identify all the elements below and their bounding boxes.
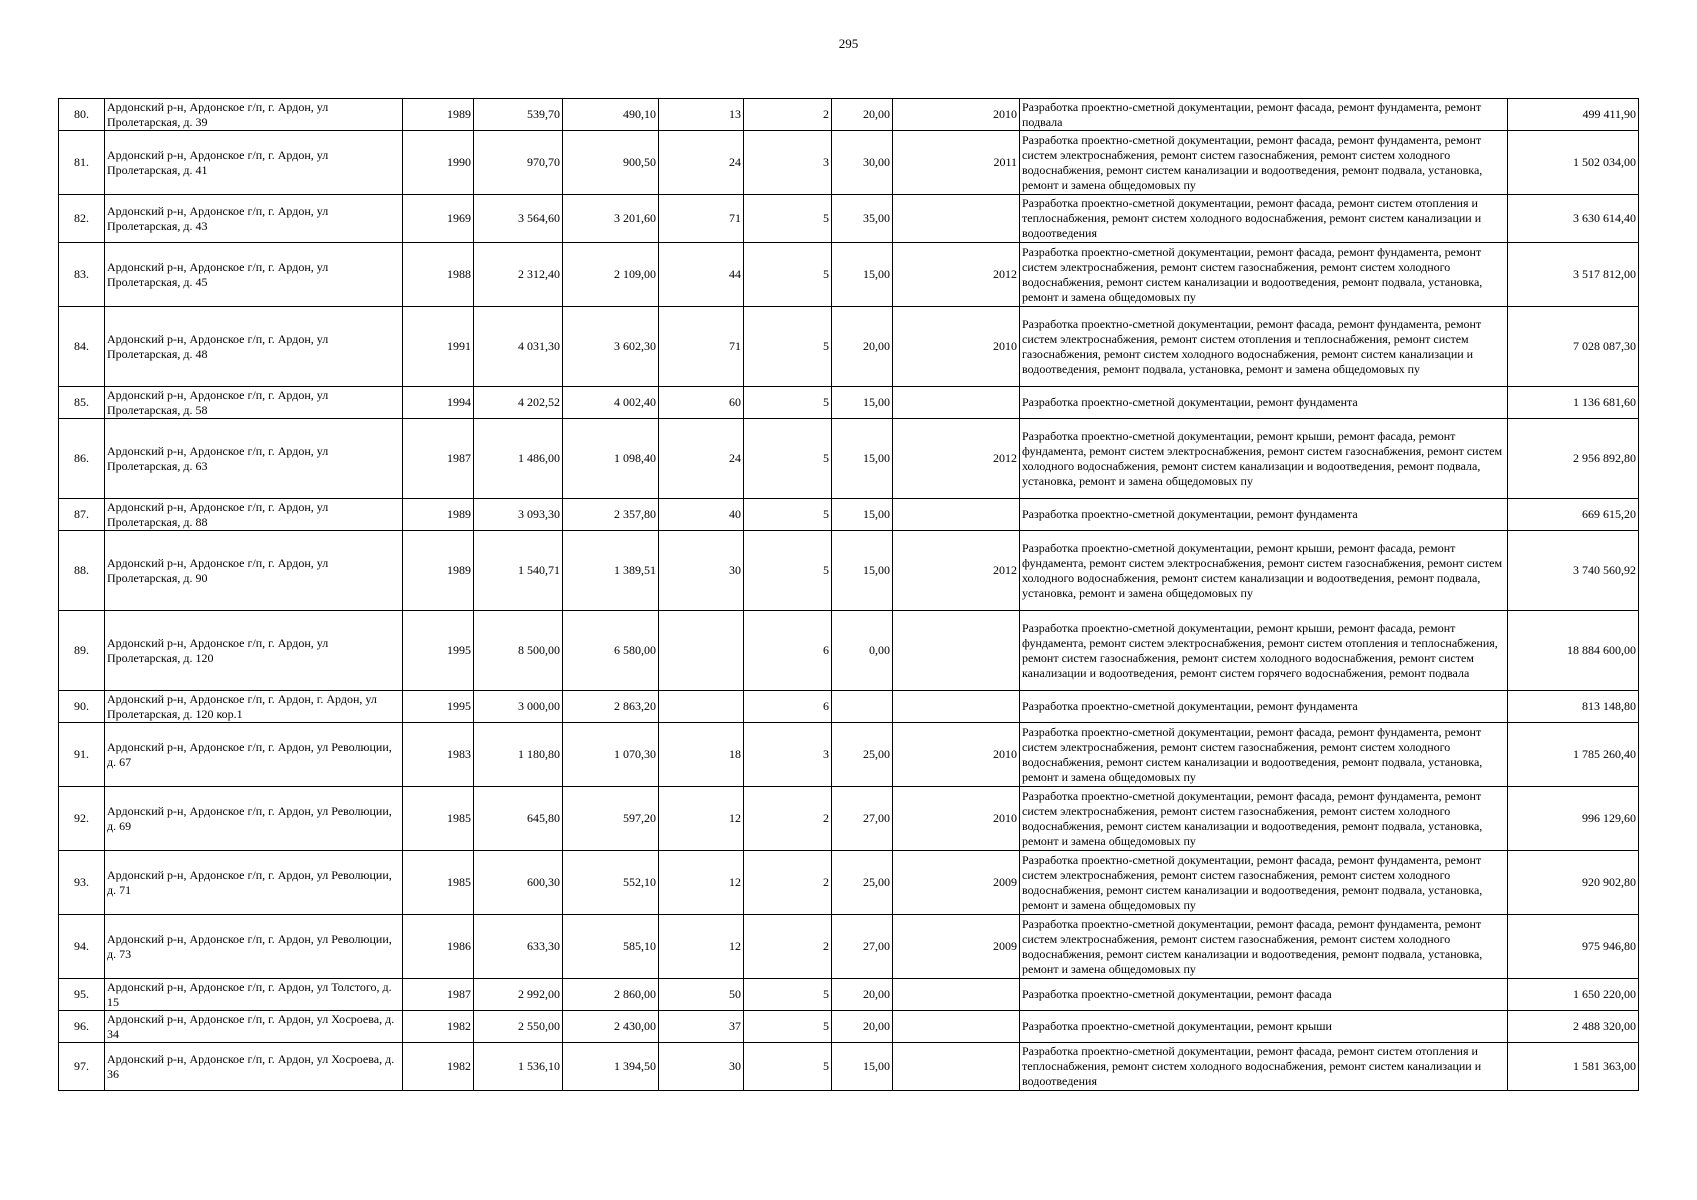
table-row	[59, 787, 1639, 851]
wear-percent-cell: 15,00	[832, 243, 893, 307]
wear-percent-cell: 15,00	[832, 419, 893, 499]
total-area-cell: 2 312,40	[474, 243, 563, 307]
works-description-cell: Разработка проектно-сметной документации, ремонт фасада, ремонт фундамента, ремонт систем электроснабжения, ремонт систем газоснабжения, ремонт систем холодного водоснабжения, ремонт систем канализации и водоотведения, ремонт подвала, установка, ремонт и замена общедомовых пу	[1020, 851, 1508, 915]
row-number-cell: 94.	[59, 915, 105, 979]
cost-cell: 1 650 220,00	[1508, 979, 1639, 1011]
row-number-cell: 84.	[59, 307, 105, 387]
cost-cell: 1 785 260,40	[1508, 723, 1639, 787]
repair-year-cell: 2010	[893, 99, 1020, 131]
works-description-cell: Разработка проектно-сметной документации, ремонт фасада, ремонт фундамента, ремонт подвала	[1020, 99, 1508, 131]
works-description-cell: Разработка проектно-сметной документации, ремонт фасада, ремонт фундамента, ремонт систем электроснабжения, ремонт систем газоснабжения, ремонт систем холодного водоснабжения, ремонт систем канализации и водоотведения, ремонт подвала, установка, ремонт и замена общедомовых пу	[1020, 915, 1508, 979]
wear-percent-cell: 30,00	[832, 131, 893, 195]
residents-cell: 44	[659, 243, 744, 307]
total-area-cell: 539,70	[474, 99, 563, 131]
build-year-cell: 1986	[403, 915, 474, 979]
living-area-cell: 6 580,00	[563, 611, 659, 691]
build-year-cell: 1995	[403, 691, 474, 723]
residents-cell: 30	[659, 531, 744, 611]
floors-cell: 2	[744, 915, 832, 979]
cost-cell: 1 136 681,60	[1508, 387, 1639, 419]
total-area-cell: 1 540,71	[474, 531, 563, 611]
repair-year-cell: 2010	[893, 787, 1020, 851]
repair-year-cell	[893, 979, 1020, 1011]
total-area-cell: 1 180,80	[474, 723, 563, 787]
wear-percent-cell: 0,00	[832, 611, 893, 691]
works-description-cell: Разработка проектно-сметной документации, ремонт фундамента	[1020, 691, 1508, 723]
floors-cell: 5	[744, 531, 832, 611]
floors-cell: 5	[744, 419, 832, 499]
build-year-cell: 1987	[403, 419, 474, 499]
row-number-cell: 97.	[59, 1043, 105, 1091]
repair-year-cell: 2012	[893, 243, 1020, 307]
build-year-cell: 1985	[403, 787, 474, 851]
cost-cell: 669 615,20	[1508, 499, 1639, 531]
floors-cell: 5	[744, 195, 832, 243]
residents-cell: 71	[659, 307, 744, 387]
table-row	[59, 243, 1639, 307]
repair-year-cell: 2009	[893, 915, 1020, 979]
build-year-cell: 1988	[403, 243, 474, 307]
address-cell: Ардонский р-н, Ардонское г/п, г. Ардон, г. Ардон, ул Пролетарская, д. 120 кор.1	[105, 691, 403, 723]
cost-cell: 2 956 892,80	[1508, 419, 1639, 499]
address-cell: Ардонский р-н, Ардонское г/п, г. Ардон, ул Пролетарская, д. 120	[105, 611, 403, 691]
total-area-cell: 2 550,00	[474, 1011, 563, 1043]
total-area-cell: 2 992,00	[474, 979, 563, 1011]
total-area-cell: 1 486,00	[474, 419, 563, 499]
cost-cell: 3 517 812,00	[1508, 243, 1639, 307]
repair-year-cell	[893, 1011, 1020, 1043]
total-area-cell: 600,30	[474, 851, 563, 915]
address-cell: Ардонский р-н, Ардонское г/п, г. Ардон, ул Хосроева, д. 36	[105, 1043, 403, 1091]
repair-year-cell	[893, 387, 1020, 419]
repair-year-cell: 2012	[893, 531, 1020, 611]
table-row	[59, 387, 1639, 419]
living-area-cell: 900,50	[563, 131, 659, 195]
row-number-cell: 89.	[59, 611, 105, 691]
floors-cell: 5	[744, 307, 832, 387]
floors-cell: 3	[744, 723, 832, 787]
repair-register-table	[58, 98, 1639, 1091]
residents-cell: 12	[659, 915, 744, 979]
floors-cell: 5	[744, 1011, 832, 1043]
total-area-cell: 8 500,00	[474, 611, 563, 691]
works-description-cell: Разработка проектно-сметной документации, ремонт фасада, ремонт систем отопления и теплоснабжения, ремонт систем холодного водоснабжения, ремонт систем канализации и водоотведения	[1020, 195, 1508, 243]
total-area-cell: 1 536,10	[474, 1043, 563, 1091]
repair-year-cell: 2012	[893, 419, 1020, 499]
cost-cell: 3 630 614,40	[1508, 195, 1639, 243]
table-row	[59, 1043, 1639, 1091]
repair-year-cell	[893, 691, 1020, 723]
total-area-cell: 645,80	[474, 787, 563, 851]
address-cell: Ардонский р-н, Ардонское г/п, г. Ардон, ул Революции, д. 71	[105, 851, 403, 915]
floors-cell: 5	[744, 1043, 832, 1091]
total-area-cell: 3 093,30	[474, 499, 563, 531]
table-row	[59, 99, 1639, 131]
residents-cell: 50	[659, 979, 744, 1011]
wear-percent-cell: 15,00	[832, 387, 893, 419]
table-row	[59, 195, 1639, 243]
address-cell: Ардонский р-н, Ардонское г/п, г. Ардон, ул Пролетарская, д. 45	[105, 243, 403, 307]
floors-cell: 5	[744, 499, 832, 531]
wear-percent-cell: 25,00	[832, 723, 893, 787]
address-cell: Ардонский р-н, Ардонское г/п, г. Ардон, ул Пролетарская, д. 58	[105, 387, 403, 419]
living-area-cell: 2 863,20	[563, 691, 659, 723]
table-row	[59, 723, 1639, 787]
address-cell: Ардонский р-н, Ардонское г/п, г. Ардон, ул Пролетарская, д. 63	[105, 419, 403, 499]
residents-cell: 12	[659, 787, 744, 851]
cost-cell: 813 148,80	[1508, 691, 1639, 723]
table-row	[59, 307, 1639, 387]
works-description-cell: Разработка проектно-сметной документации, ремонт крыши, ремонт фасада, ремонт фундамента, ремонт систем электроснабжения, ремонт систем отопления и теплоснабжения, ремонт систем газоснабжения, ремонт систем холодного водоснабжения, ремонт систем канализации и водоотведения, ремонт систем горячего водоснабжения, ремонт подвала	[1020, 611, 1508, 691]
works-description-cell: Разработка проектно-сметной документации, ремонт фундамента	[1020, 387, 1508, 419]
cost-cell: 1 581 363,00	[1508, 1043, 1639, 1091]
works-description-cell: Разработка проектно-сметной документации, ремонт крыши, ремонт фасада, ремонт фундамента, ремонт систем электроснабжения, ремонт систем газоснабжения, ремонт систем холодного водоснабжения, ремонт систем канализации и водоотведения, ремонт подвала, установка, ремонт и замена общедомовых пу	[1020, 419, 1508, 499]
works-description-cell: Разработка проектно-сметной документации, ремонт фасада, ремонт фундамента, ремонт систем электроснабжения, ремонт систем газоснабжения, ремонт систем холодного водоснабжения, ремонт систем канализации и водоотведения, ремонт подвала, установка, ремонт и замена общедомовых пу	[1020, 787, 1508, 851]
table-row	[59, 979, 1639, 1011]
table-row	[59, 499, 1639, 531]
address-cell: Ардонский р-н, Ардонское г/п, г. Ардон, ул Пролетарская, д. 48	[105, 307, 403, 387]
total-area-cell: 4 202,52	[474, 387, 563, 419]
living-area-cell: 2 430,00	[563, 1011, 659, 1043]
works-description-cell: Разработка проектно-сметной документации, ремонт фасада, ремонт фундамента, ремонт систем электроснабжения, ремонт систем газоснабжения, ремонт систем холодного водоснабжения, ремонт систем канализации и водоотведения, ремонт подвала, установка, ремонт и замена общедомовых пу	[1020, 243, 1508, 307]
address-cell: Ардонский р-н, Ардонское г/п, г. Ардон, ул Революции, д. 69	[105, 787, 403, 851]
address-cell: Ардонский р-н, Ардонское г/п, г. Ардон, ул Пролетарская, д. 90	[105, 531, 403, 611]
row-number-cell: 85.	[59, 387, 105, 419]
cost-cell: 996 129,60	[1508, 787, 1639, 851]
address-cell: Ардонский р-н, Ардонское г/п, г. Ардон, ул Пролетарская, д. 41	[105, 131, 403, 195]
row-number-cell: 82.	[59, 195, 105, 243]
works-description-cell: Разработка проектно-сметной документации, ремонт крыши, ремонт фасада, ремонт фундамента, ремонт систем электроснабжения, ремонт систем газоснабжения, ремонт систем холодного водоснабжения, ремонт систем канализации и водоотведения, ремонт подвала, установка, ремонт и замена общедомовых пу	[1020, 531, 1508, 611]
living-area-cell: 1 394,50	[563, 1043, 659, 1091]
row-number-cell: 83.	[59, 243, 105, 307]
works-description-cell: Разработка проектно-сметной документации, ремонт фасада, ремонт фундамента, ремонт систем электроснабжения, ремонт систем отопления и теплоснабжения, ремонт систем газоснабжения, ремонт систем холодного водоснабжения, ремонт систем канализации и водоотведения, ремонт подвала, установка, ремонт и замена общедомовых пу	[1020, 307, 1508, 387]
residents-cell: 71	[659, 195, 744, 243]
wear-percent-cell: 15,00	[832, 1043, 893, 1091]
table-row	[59, 851, 1639, 915]
build-year-cell: 1969	[403, 195, 474, 243]
build-year-cell: 1987	[403, 979, 474, 1011]
build-year-cell: 1985	[403, 851, 474, 915]
row-number-cell: 81.	[59, 131, 105, 195]
row-number-cell: 86.	[59, 419, 105, 499]
living-area-cell: 2 357,80	[563, 499, 659, 531]
cost-cell: 975 946,80	[1508, 915, 1639, 979]
floors-cell: 3	[744, 131, 832, 195]
build-year-cell: 1989	[403, 531, 474, 611]
repair-year-cell: 2010	[893, 307, 1020, 387]
row-number-cell: 95.	[59, 979, 105, 1011]
works-description-cell: Разработка проектно-сметной документации, ремонт фасада, ремонт систем отопления и теплоснабжения, ремонт систем холодного водоснабжения, ремонт систем канализации и водоотведения	[1020, 1043, 1508, 1091]
floors-cell: 2	[744, 851, 832, 915]
table-row	[59, 611, 1639, 691]
cost-cell: 499 411,90	[1508, 99, 1639, 131]
total-area-cell: 3 564,60	[474, 195, 563, 243]
build-year-cell: 1990	[403, 131, 474, 195]
residents-cell: 24	[659, 131, 744, 195]
wear-percent-cell: 20,00	[832, 1011, 893, 1043]
wear-percent-cell	[832, 691, 893, 723]
wear-percent-cell: 27,00	[832, 915, 893, 979]
floors-cell: 2	[744, 99, 832, 131]
works-description-cell: Разработка проектно-сметной документации, ремонт фасада, ремонт фундамента, ремонт систем электроснабжения, ремонт систем газоснабжения, ремонт систем холодного водоснабжения, ремонт систем канализации и водоотведения, ремонт подвала, установка, ремонт и замена общедомовых пу	[1020, 131, 1508, 195]
residents-cell	[659, 691, 744, 723]
total-area-cell: 3 000,00	[474, 691, 563, 723]
total-area-cell: 633,30	[474, 915, 563, 979]
total-area-cell: 4 031,30	[474, 307, 563, 387]
table-row	[59, 419, 1639, 499]
residents-cell	[659, 611, 744, 691]
floors-cell: 6	[744, 691, 832, 723]
table-row	[59, 531, 1639, 611]
works-description-cell: Разработка проектно-сметной документации, ремонт крыши	[1020, 1011, 1508, 1043]
living-area-cell: 4 002,40	[563, 387, 659, 419]
row-number-cell: 87.	[59, 499, 105, 531]
table-row	[59, 915, 1639, 979]
total-area-cell: 970,70	[474, 131, 563, 195]
living-area-cell: 2 860,00	[563, 979, 659, 1011]
cost-cell: 7 028 087,30	[1508, 307, 1639, 387]
cost-cell: 3 740 560,92	[1508, 531, 1639, 611]
works-description-cell: Разработка проектно-сметной документации, ремонт фасада, ремонт фундамента, ремонт систем электроснабжения, ремонт систем газоснабжения, ремонт систем холодного водоснабжения, ремонт систем канализации и водоотведения, ремонт подвала, установка, ремонт и замена общедомовых пу	[1020, 723, 1508, 787]
living-area-cell: 1 389,51	[563, 531, 659, 611]
repair-year-cell	[893, 1043, 1020, 1091]
floors-cell: 5	[744, 979, 832, 1011]
row-number-cell: 93.	[59, 851, 105, 915]
wear-percent-cell: 20,00	[832, 979, 893, 1011]
build-year-cell: 1994	[403, 387, 474, 419]
row-number-cell: 96.	[59, 1011, 105, 1043]
build-year-cell: 1989	[403, 99, 474, 131]
living-area-cell: 3 602,30	[563, 307, 659, 387]
residents-cell: 13	[659, 99, 744, 131]
page-number: 295	[838, 36, 859, 51]
cost-cell: 1 502 034,00	[1508, 131, 1639, 195]
repair-year-cell: 2010	[893, 723, 1020, 787]
residents-cell: 12	[659, 851, 744, 915]
cost-cell: 920 902,80	[1508, 851, 1639, 915]
row-number-cell: 90.	[59, 691, 105, 723]
wear-percent-cell: 20,00	[832, 99, 893, 131]
table-row	[59, 131, 1639, 195]
residents-cell: 40	[659, 499, 744, 531]
repair-year-cell	[893, 195, 1020, 243]
wear-percent-cell: 27,00	[832, 787, 893, 851]
wear-percent-cell: 20,00	[832, 307, 893, 387]
repair-year-cell: 2009	[893, 851, 1020, 915]
living-area-cell: 490,10	[563, 99, 659, 131]
table-body	[59, 99, 1639, 1091]
cost-cell: 2 488 320,00	[1508, 1011, 1639, 1043]
residents-cell: 60	[659, 387, 744, 419]
floors-cell: 2	[744, 787, 832, 851]
works-description-cell: Разработка проектно-сметной документации, ремонт фасада	[1020, 979, 1508, 1011]
address-cell: Ардонский р-н, Ардонское г/п, г. Ардон, ул Толстого, д. 15	[105, 979, 403, 1011]
repair-year-cell	[893, 611, 1020, 691]
build-year-cell: 1983	[403, 723, 474, 787]
works-description-cell: Разработка проектно-сметной документации, ремонт фундамента	[1020, 499, 1508, 531]
build-year-cell: 1995	[403, 611, 474, 691]
living-area-cell: 1 070,30	[563, 723, 659, 787]
address-cell: Ардонский р-н, Ардонское г/п, г. Ардон, ул Пролетарская, д. 88	[105, 499, 403, 531]
floors-cell: 6	[744, 611, 832, 691]
wear-percent-cell: 15,00	[832, 531, 893, 611]
cost-cell: 18 884 600,00	[1508, 611, 1639, 691]
table-row	[59, 1011, 1639, 1043]
residents-cell: 30	[659, 1043, 744, 1091]
build-year-cell: 1982	[403, 1011, 474, 1043]
wear-percent-cell: 35,00	[832, 195, 893, 243]
residents-cell: 24	[659, 419, 744, 499]
table-row	[59, 691, 1639, 723]
build-year-cell: 1989	[403, 499, 474, 531]
living-area-cell: 552,10	[563, 851, 659, 915]
build-year-cell: 1991	[403, 307, 474, 387]
wear-percent-cell: 25,00	[832, 851, 893, 915]
floors-cell: 5	[744, 243, 832, 307]
repair-year-cell: 2011	[893, 131, 1020, 195]
build-year-cell: 1982	[403, 1043, 474, 1091]
address-cell: Ардонский р-н, Ардонское г/п, г. Ардон, ул Революции, д. 67	[105, 723, 403, 787]
address-cell: Ардонский р-н, Ардонское г/п, г. Ардон, ул Хосроева, д. 34	[105, 1011, 403, 1043]
living-area-cell: 597,20	[563, 787, 659, 851]
residents-cell: 37	[659, 1011, 744, 1043]
address-cell: Ардонский р-н, Ардонское г/п, г. Ардон, ул Революции, д. 73	[105, 915, 403, 979]
row-number-cell: 80.	[59, 99, 105, 131]
living-area-cell: 585,10	[563, 915, 659, 979]
row-number-cell: 92.	[59, 787, 105, 851]
row-number-cell: 88.	[59, 531, 105, 611]
living-area-cell: 2 109,00	[563, 243, 659, 307]
repair-year-cell	[893, 499, 1020, 531]
address-cell: Ардонский р-н, Ардонское г/п, г. Ардон, ул Пролетарская, д. 39	[105, 99, 403, 131]
living-area-cell: 3 201,60	[563, 195, 659, 243]
address-cell: Ардонский р-н, Ардонское г/п, г. Ардон, ул Пролетарская, д. 43	[105, 195, 403, 243]
floors-cell: 5	[744, 387, 832, 419]
wear-percent-cell: 15,00	[832, 499, 893, 531]
living-area-cell: 1 098,40	[563, 419, 659, 499]
row-number-cell: 91.	[59, 723, 105, 787]
residents-cell: 18	[659, 723, 744, 787]
